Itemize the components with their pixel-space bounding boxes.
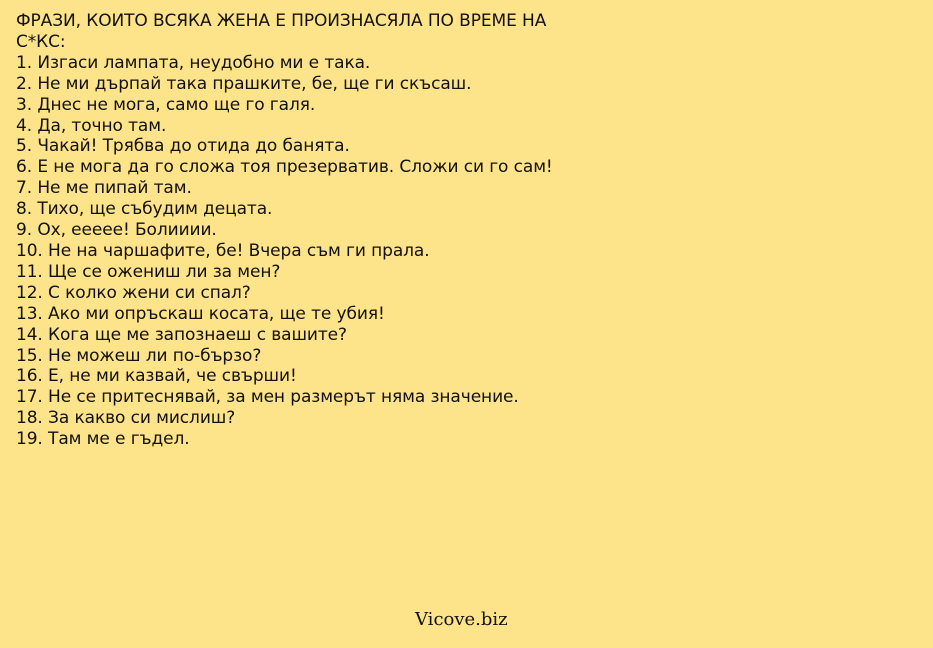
joke-text-block: [16, 11, 576, 450]
phrase-item: 15. Не можеш ли по-бързо?: [16, 345, 262, 366]
phrase-item: 19. Там ме е гъдел.: [16, 429, 190, 450]
phrase-item: 2. Не ми дърпай така прашките, бе, ще ги скъсаш.: [16, 73, 472, 94]
phrase-item: 11. Ще се ожениш ли за мен?: [16, 261, 281, 282]
phrase-item: 1. Изгаси лампата, неудобно ми е така.: [16, 52, 371, 73]
phrase-item: 12. С колко жени си спал?: [16, 282, 251, 303]
phrase-item: 6. Е не мога да го сложа тоя презерватив. Сложи си го сам!: [16, 157, 553, 178]
phrase-item: 5. Чакай! Трябва до отида до банята.: [16, 136, 350, 157]
phrase-item: 10. Не на чаршафите, бе! Вчера съм ги прала.: [16, 240, 430, 261]
site-watermark: Vicove.biz: [415, 609, 508, 630]
joke-title: ФРАЗИ, КОИТО ВСЯКА ЖЕНА Е ПРОИЗНАСЯЛА ПО ВРЕМЕ НА С*КС:: [16, 11, 547, 52]
phrase-item: 18. За какво си мислиш?: [16, 408, 236, 429]
phrase-item: 16. Е, не ми казвай, че свърши!: [16, 366, 297, 387]
phrase-item: 13. Ако ми опръскаш косата, ще те убия!: [16, 303, 385, 324]
phrase-item: 3. Днес не мога, само ще го галя.: [16, 94, 316, 115]
phrase-item: 7. Не ме пипай там.: [16, 178, 192, 199]
phrase-item: 17. Не се притеснявай, за мен размерът няма значение.: [16, 387, 519, 408]
phrase-item: 4. Да, точно там.: [16, 115, 167, 136]
phrase-item: 9. Ох, ееееe! Болииии.: [16, 220, 217, 241]
phrase-item: 8. Тихо, ще събудим децата.: [16, 199, 273, 220]
phrase-item: 14. Кога ще ме запознаеш с вашите?: [16, 324, 347, 345]
